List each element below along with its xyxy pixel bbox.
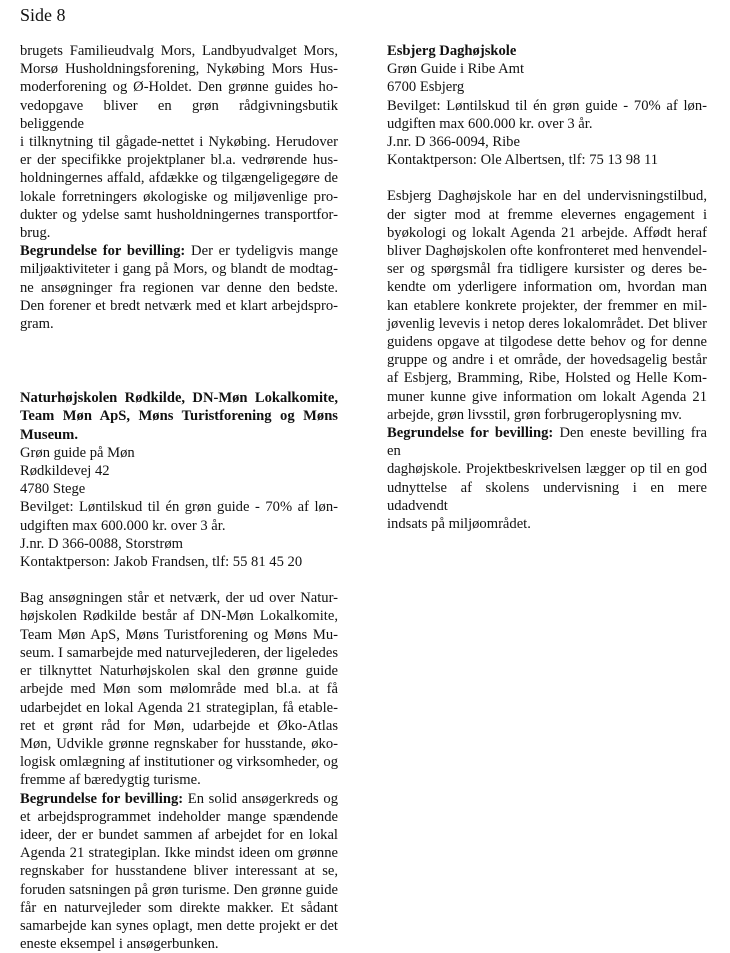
intro-paragraph xyxy=(20,42,338,242)
text-line: indsats på miljøområdet. xyxy=(387,516,531,533)
text-line: gruppe og andre i et område, der hovedsagelig består xyxy=(387,352,707,369)
text-line: regnskaber for husstandene bliver interessant at se, xyxy=(20,863,338,880)
text-line: Morsø Husholdningsforening, Nykøbing Mors Hus- xyxy=(20,61,338,78)
info-line: 4780 Stege xyxy=(20,481,86,498)
info-line: J.nr. D 366-0088, Storstrøm xyxy=(20,535,183,552)
info-line: Kontaktperson: Ole Albertsen, tlf: 75 13 98 11 xyxy=(387,152,659,169)
info-line: udgiften max 600.000 kr. over 3 år. xyxy=(387,115,593,132)
text-line: miljøaktiviteter i gang på Mors, og blandt de modtag- xyxy=(20,261,338,278)
text-line: arbejde med Møn som mølområde med bl.a. at få xyxy=(20,681,338,698)
section-heading xyxy=(20,389,338,444)
reason-label: Begrundelse for bevilling: xyxy=(387,425,554,442)
info-line: J.nr. D 366-0094, Ribe xyxy=(387,134,520,151)
text-line: samarbejde kan synes oplagt, men dette projekt er det xyxy=(20,917,338,934)
text-line: i tilknytning til gågade-nettet i Nykøbing. Herudover xyxy=(20,134,338,151)
text-line: er der specifikke projektplaner bl.a. vedrørende hus- xyxy=(20,152,338,169)
text-line: udarbejdet en lokal Agenda 21 strategiplan, få etable- xyxy=(20,699,338,716)
text-line: kan etablere konkrete projekter, der fremmer en mil- xyxy=(387,297,707,314)
text-line: guidens opgave at tilgodese dette behov og for denne xyxy=(387,334,707,351)
info-line: Kontaktperson: Jakob Frandsen, tlf: 55 81 45 20 xyxy=(20,554,303,571)
text-line: daghøjskole. Projektbeskrivelsen lægger op til en god xyxy=(387,461,707,478)
reason-first-text: Der er tydeligvis mange xyxy=(185,243,338,260)
section-body xyxy=(387,187,707,424)
info-line: Grøn guide på Møn xyxy=(20,444,135,461)
text-line: holdningernes affald, afdække og tilgængeligegøre de xyxy=(20,170,338,187)
reason-first-text: En solid ansøgerkreds og xyxy=(183,790,338,807)
reason-label: Begrundelse for bevilling: xyxy=(20,243,186,260)
right-column xyxy=(387,42,707,533)
text-line: fremme af bæredygtig turisme. xyxy=(20,772,201,789)
section-info xyxy=(387,60,707,169)
reason-first-line xyxy=(20,242,338,260)
text-line: ne ansøgninger fra regionen var denne den bedste. xyxy=(20,279,338,296)
text-line: højskolen Rødkilde består af DN-Møn Lokalkomite, xyxy=(20,608,338,625)
reason-first-text: Den eneste bevilling fra en xyxy=(387,425,707,460)
reason-first-line xyxy=(20,790,338,808)
text-line: ser og spørgsmål fra tidligere kursister og deres be- xyxy=(387,261,707,278)
text-line: brug. xyxy=(20,225,51,242)
text-line: ret et grønt råd for Møn, udarbejde et Øko-Atlas xyxy=(20,717,338,734)
info-line: Bevilget: Løntilskud til én grøn guide - 70% af løn- xyxy=(387,97,707,114)
text-line: Agenda 21 strategiplan. Ikke mindst ideen om grønne xyxy=(20,845,338,862)
heading-line: Naturhøjskolen Rødkilde, DN-Møn Lokalkomite, xyxy=(20,390,338,407)
heading-line: Museum. xyxy=(20,426,78,443)
text-line: muner kunne give information om lokalt Agenda 21 xyxy=(387,388,707,405)
text-line: lokale forretningers økologiske og miljøvenlige pro- xyxy=(20,188,338,205)
info-line: udgiften max 600.000 kr. over 3 år. xyxy=(20,517,226,534)
section-title: Esbjerg Daghøjskole xyxy=(387,43,517,59)
text-line: gram. xyxy=(20,316,54,333)
text-line: får en naturvejleder som direkte makker. Et sådant xyxy=(20,899,338,916)
info-line: Bevilget: Løntilskud til én grøn guide - 70% af løn- xyxy=(20,499,338,516)
text-line: logisk omlægning af institutioner og virksomheder, og xyxy=(20,754,338,771)
text-line: foruden satsningen på grøn turisme. Den grønne guide xyxy=(20,881,338,898)
text-line: byøkologi og lokalt Agenda 21 arbejde. Affødt heraf xyxy=(387,224,707,241)
text-line: eneste eksempel i ansøgerbunken. xyxy=(20,936,219,953)
text-line: seum. I samarbejde med naturvejlederen, der ligeledes xyxy=(20,644,338,661)
text-line: udnyttelse af skolens undervisning i en mere udadvendt xyxy=(387,479,707,514)
text-line: Bag ansøgningen står et netværk, der ud over Natur- xyxy=(20,590,338,607)
reason-paragraph xyxy=(387,424,707,533)
section-info xyxy=(20,444,338,571)
text-line: Møn, Udvikle grønne regnskaber for husstande, øko- xyxy=(20,735,338,752)
left-column xyxy=(20,42,338,953)
text-line: moderforening og Ø-Holdet. Den grønne guides ho- xyxy=(20,79,338,96)
text-line: Esbjerg Daghøjskole har en del undervisningstilbud, xyxy=(387,188,707,205)
text-line: brugets Familieudvalg Mors, Landbyudvalget Mors, xyxy=(20,43,338,59)
text-line: Team Møn ApS, Møns Turistforening og Møns Mu- xyxy=(20,626,338,643)
text-line: dukter og ydelse samt husholdningernes transportfor- xyxy=(20,206,338,223)
text-line: ideer, der er bundet sammen af arbejdet for en lokal xyxy=(20,826,338,843)
heading-line: Team Møn ApS, Møns Turistforening og Møns xyxy=(20,408,338,425)
text-line: er tilknyttet Naturhøjskolen skal den grønne guide xyxy=(20,663,338,680)
info-line: Rødkildevej 42 xyxy=(20,463,110,480)
reason-first-line xyxy=(387,424,707,460)
text-line: bliver Daghøjskolen ofte konfronteret med henvendel- xyxy=(387,243,707,260)
text-line: af Esbjerg, Bramming, Ribe, Holsted og Helle Kom- xyxy=(387,370,707,387)
text-line: der sigter mod at fremme elevernes engagement i xyxy=(387,206,707,223)
text-line: vedopgave bliver en grøn rådgivningsbutik beliggende xyxy=(20,97,338,132)
reason-label: Begrundelse for bevilling: xyxy=(20,790,184,807)
text-line: et arbejdsprogrammet indeholder mange spændende xyxy=(20,808,338,825)
text-line: jøvenlig levevis i netop deres lokalområdet. Det bliver xyxy=(387,315,707,332)
text-line: kendte om yderligere information om, hvordan man xyxy=(387,279,707,296)
page-number: Side 8 xyxy=(20,5,66,25)
info-line: 6700 Esbjerg xyxy=(387,79,465,96)
info-line: Grøn Guide i Ribe Amt xyxy=(387,61,525,78)
reason-paragraph-2 xyxy=(20,790,338,953)
reason-paragraph-1 xyxy=(20,242,338,333)
text-line: Den forener et bredt netværk med et klart arbejdspro- xyxy=(20,297,338,314)
section-body xyxy=(20,589,338,789)
text-line: arbejde, grøn livsstil, grøn forbrugeroplysning mv. xyxy=(387,406,682,423)
